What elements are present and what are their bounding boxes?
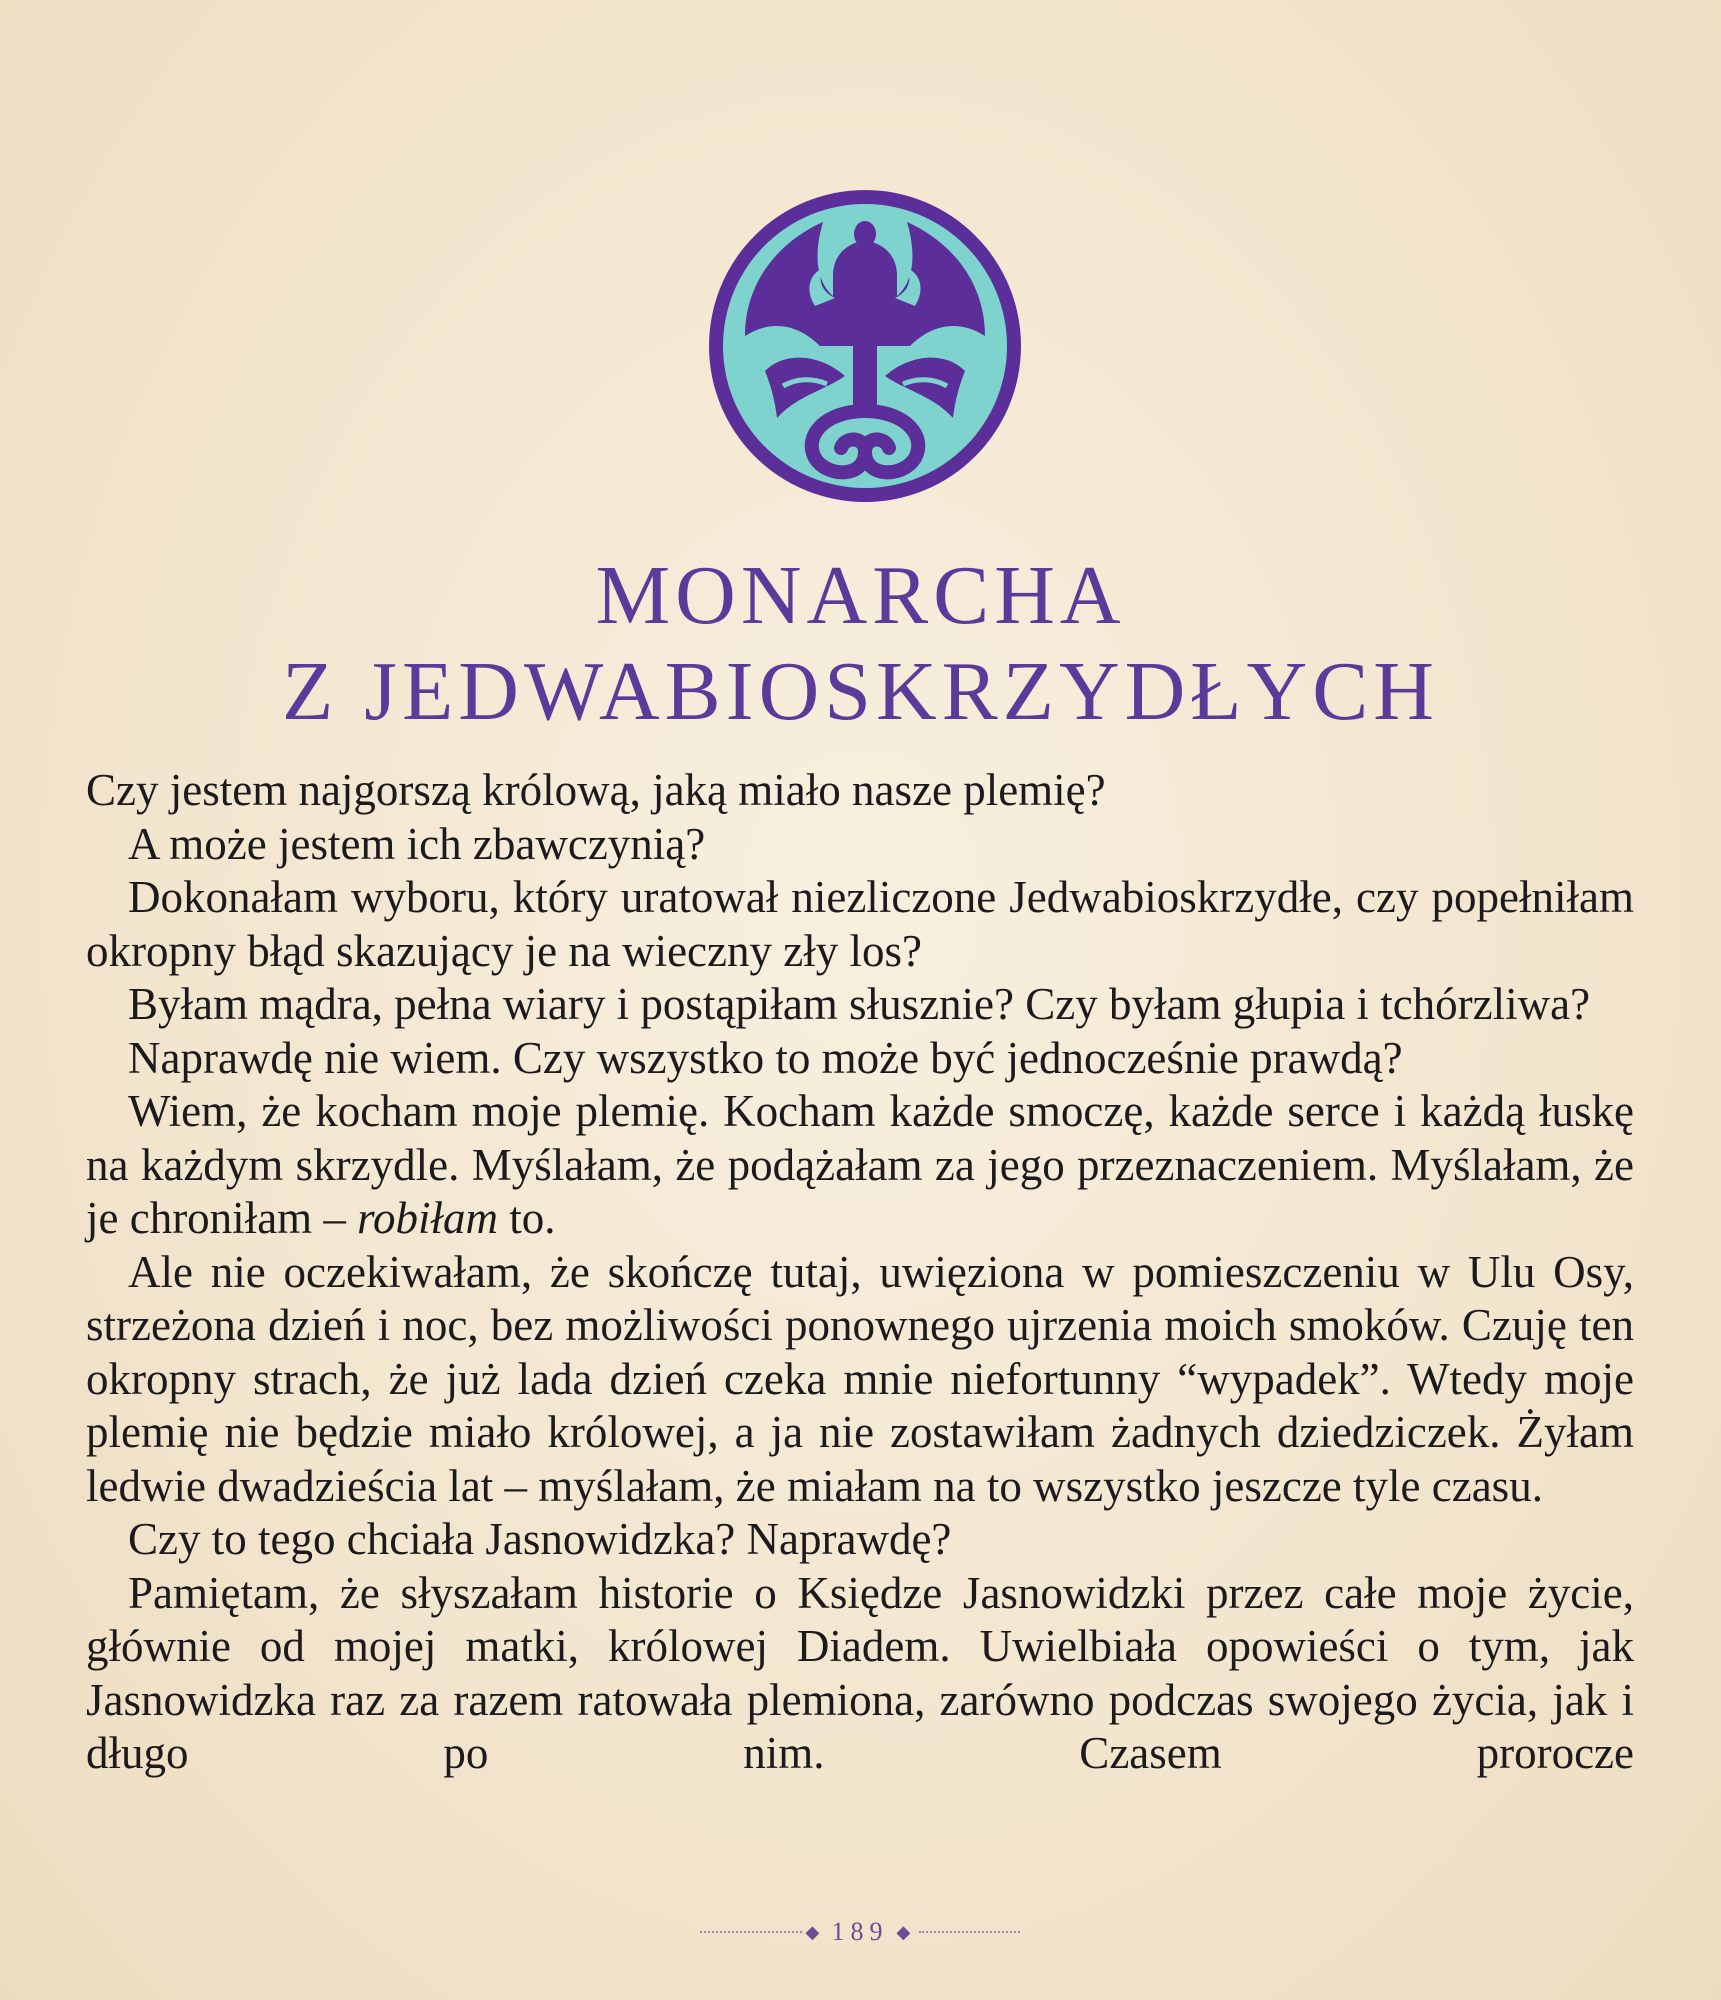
paragraph: A może jestem ich zbawczynią? <box>128 818 706 869</box>
paragraph: Byłam mądra, pełna wiary i postąpiłam słusznie? Czy byłam głupia i tchórzliwa? <box>128 979 1591 1029</box>
chapter-title-line-2: Z JEDWABIOSKRZYDŁYCH <box>282 645 1439 738</box>
paragraph: Naprawdę nie wiem. Czy wszystko to może być jednocześnie prawdą? <box>128 1032 1403 1083</box>
paragraph-text: Wiem, że kocham moje plemię. Kocham każde smoczę, każde serce i każdą łuskę na każdym skrzydle. Myślałam, że podążałam za jego przeznaczeniem. Myślałam, że je chroniłam – <box>86 1086 1634 1243</box>
diamond-ornament-icon: ◆ <box>896 1922 917 1942</box>
body-text <box>86 764 1634 1781</box>
page-number: 189 <box>831 1917 889 1946</box>
footer-rule-right <box>919 1931 1021 1933</box>
chapter-title-line-1: MONARCHA <box>595 549 1126 642</box>
paragraph: Czy jestem najgorszą królową, jaką miało nasze plemię? <box>86 765 1106 815</box>
paragraph-text: to. <box>498 1193 556 1243</box>
footer-rule-left <box>700 1931 802 1933</box>
paragraph <box>86 1085 1634 1246</box>
diamond-ornament-icon: ◆ <box>805 1922 826 1942</box>
chapter-title <box>0 548 1721 740</box>
silkwing-dragon-emblem-icon <box>705 186 1025 506</box>
paragraph: Dokonałam wyboru, który uratował niezliczone Jedwabioskrzydłe, czy popełniłam okropny błąd skazujący je na wieczny zły los? <box>86 872 1634 976</box>
paragraph: Pamiętam, że słyszałam historie o Księdze Jasnowidzki przez całe moje życie, głównie od mojej matki, królowej Diadem. Uwielbiała opowieści o tym, jak Jasnowidzka raz za razem ratowała plemiona, zarówno podczas swojego życia, jak i długo po nim. Czasem prorocze <box>86 1567 1634 1778</box>
paragraph: Czy to tego chciała Jasnowidzka? Naprawdę? <box>128 1514 952 1564</box>
page-footer <box>700 1912 1020 1952</box>
paragraph: Ale nie oczekiwałam, że skończę tutaj, uwięziona w pomieszczeniu w Ulu Osy, strzeżona dzień i noc, bez możliwości ponownego ujrzenia moich smoków. Czuję ten okropny strach, że już lada dzień czeka mnie niefortunny “wypadek”. Wtedy moje plemię nie będzie miało królowej, a ja nie zostawiłam żadnych dziedziczek. Żyłam ledwie dwadzieścia lat – myślałam, że miałam na to wszystko jeszcze tyle czasu. <box>86 1246 1634 1511</box>
italic-word: robiłam <box>357 1193 499 1243</box>
